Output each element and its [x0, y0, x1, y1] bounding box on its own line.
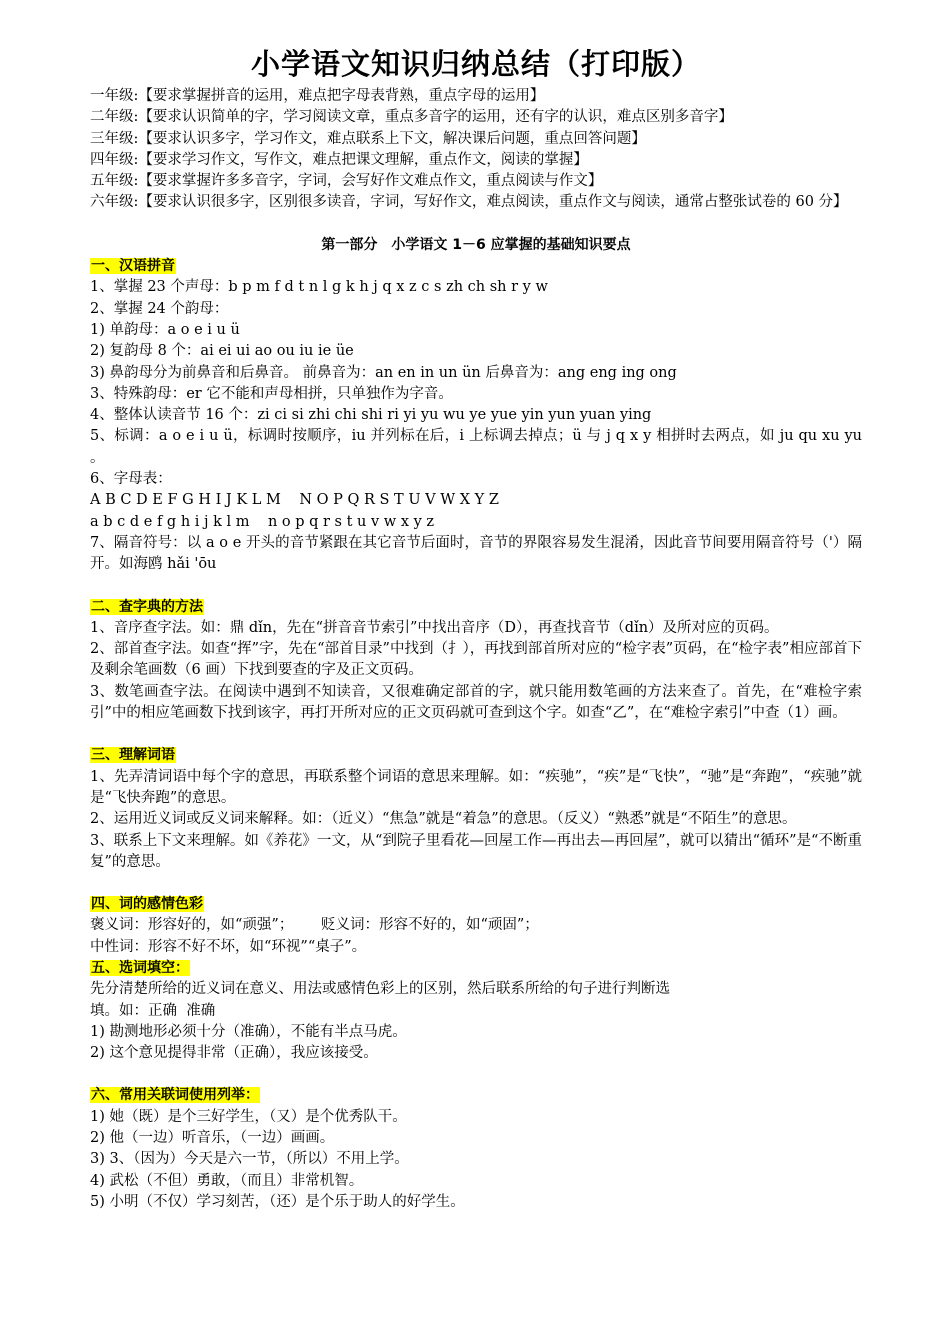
section-line: 3、数笔画查字法。在阅读中遇到不知读音，又很难确定部首的字，就只能用数笔画的方法来查了。首先，在“难检字索引”中的相应笔画数下找到该字，再打开所对应的正文页码就可查到这个字。如查“乙”，在“难检字索引”中查（1）画。	[90, 683, 862, 722]
section-line: 先分清楚所给的近义词在意义、用法或感情色彩上的区别，然后联系所给的句子进行判断选	[90, 981, 670, 998]
section-line: 填。如：正确 准确	[90, 1002, 216, 1019]
grade-line-6: 六年级:【要求认识很多字，区别很多读音，字词，写好作文，难点阅读，重点作文与阅读，通常占整张试卷的 60 分】	[90, 194, 848, 211]
section-line: 1) 单韵母：a o e i u ü	[90, 321, 240, 338]
grade-line-2: 二年级:【要求认识简单的字，学习阅读文章，重点多音字的运用，还有字的认识，难点区别多音字】	[90, 109, 733, 126]
grade-line-5: 五年级:【要求掌握许多多音字，字词，会写好作文难点作文，重点阅读与作文】	[90, 173, 603, 190]
section-line: 4、整体认读音节 16 个：zi ci si zhi chi shi ri yi yu wu ye yue yin yun yuan ying	[90, 407, 652, 424]
section-sentiment	[90, 894, 862, 958]
section-fill-in	[90, 958, 862, 1064]
section-heading: 二、查字典的方法	[91, 598, 203, 615]
section-heading: 五、选词填空：	[91, 959, 189, 976]
section-conjunctions	[90, 1085, 862, 1213]
section-line: 5) 小明（不仅）学习刻苦，（还）是个乐于助人的好学生。	[90, 1193, 465, 1210]
section-line: 1、掌握 23 个声母：b p m f d t n l g k h j q x z c s zh ch sh r y w	[90, 279, 548, 296]
section-line: 1) 她（既）是个三好学生，（又）是个优秀队干。	[90, 1108, 407, 1125]
section-heading: 三、理解词语	[91, 747, 175, 764]
section-line: 1) 勘测地形必须十分（准确），不能有半点马虎。	[90, 1023, 407, 1040]
section-heading: 六、常用关联词使用列举：	[91, 1087, 259, 1104]
grade-line-1: 一年级:【要求掌握拼音的运用，难点把字母表背熟，重点字母的运用】	[90, 88, 545, 104]
section-line: 4) 武松（不但）勇敢，（而且）非常机智。	[90, 1172, 364, 1189]
section-line: 3、联系上下文来理解。如《养花》一文，从“到院子里看花—回屋工作—再出去—再回屋”，就可以猜出“循环”是“不断重复”的意思。	[90, 832, 862, 870]
grade-line-3: 三年级:【要求认识多字，学习作文，难点联系上下文，解决课后问题，重点回答问题】	[90, 130, 646, 147]
section-line: 2、运用近义词或反义词来解释。如：（近义）“焦急”就是“着急”的意思。（反义）“熟悉”就是“不陌生”的意思。	[90, 811, 797, 828]
section-line: 2) 这个意见提得非常（正确），我应该接受。	[90, 1045, 378, 1062]
section-heading: 四、词的感情色彩	[91, 896, 203, 913]
section-line: 3) 鼻韵母分为前鼻音和后鼻音。 前鼻音为：an en in un ün 后鼻音为：ang eng ing ong	[90, 364, 677, 381]
section-line: 褒义词：形容好的，如“顽强”； 贬义词：形容不好的，如“顽固”；	[90, 917, 539, 934]
section-line: 3、特殊韵母：er 它不能和声母相拼，只单独作为字音。	[90, 385, 453, 402]
section-line: 2) 复韵母 8 个：ai ei ui ao ou iu ie üe	[90, 343, 354, 360]
section-line: 1、音序查字法。如：鼎 dǐn，先在“拼音音节索引”中找出音序（D），再查找音节（dǐn）及所对应的页码。	[90, 619, 779, 636]
section-line: 6、字母表：	[90, 471, 172, 488]
section-line: 中性词：形容不好不坏，如“环视”“桌子”。	[90, 938, 367, 955]
section-line: 1、先弄清词语中每个字的意思，再联系整个词语的意思来理解。如：“疾驰”，“疾”是“飞快”，“驰”是“奔跑”，“疾驰”就是“飞快奔跑”的意思。	[90, 768, 862, 806]
section-line: 7、隔音符号：以 a o e 开头的音节紧跟在其它音节后面时，音节的界限容易发生混淆，因此音节间要用隔音符号（'）隔开。如海鸥 hǎi 'ōu	[90, 534, 862, 573]
section-line: 5、标调：a o e i u ü，标调时按顺序，iu 并列标在后，i 上标调去掉点；ü 与 j q x y 相拼时去两点，如 ju qu xu yu 。	[90, 428, 862, 466]
section-line: 2) 他（一边）听音乐，（一边）画画。	[90, 1130, 335, 1147]
grade-line-4: 四年级:【要求学习作文，写作文，难点把课文理解，重点作文，阅读的掌握】	[90, 151, 588, 168]
section-heading: 一、汉语拼音	[91, 258, 175, 275]
section-line: 2、掌握 24 个韵母：	[90, 300, 229, 317]
page-title: 小学语文知识归纳总结（打印版）	[250, 47, 701, 81]
section-words	[90, 745, 862, 873]
alphabet-uppercase: A B C D E F G H I J K L M N O P Q R S T U V W X Y Z	[90, 492, 499, 509]
document-page	[90, 44, 862, 1213]
alphabet-lowercase: a b c d e f g h i j k l m n o p q r s t u v w x y z	[90, 513, 435, 530]
section-dictionary	[90, 597, 862, 725]
section-line: 3) 3、（因为）今天是六一节，（所以）不用上学。	[90, 1151, 409, 1168]
section-line: 2、部首查字法。如查“挥”字，先在“部首目录”中找到（扌），再找到部首所对应的“检字表”页码，在“检字表”相应部首下及剩余笔画数（6 画）下找到要查的字及正文页码。	[90, 641, 862, 679]
section-pinyin	[90, 256, 862, 575]
part-title: 第一部分 小学语文 1－6 应掌握的基础知识要点	[321, 236, 631, 253]
grade-list	[90, 86, 862, 214]
